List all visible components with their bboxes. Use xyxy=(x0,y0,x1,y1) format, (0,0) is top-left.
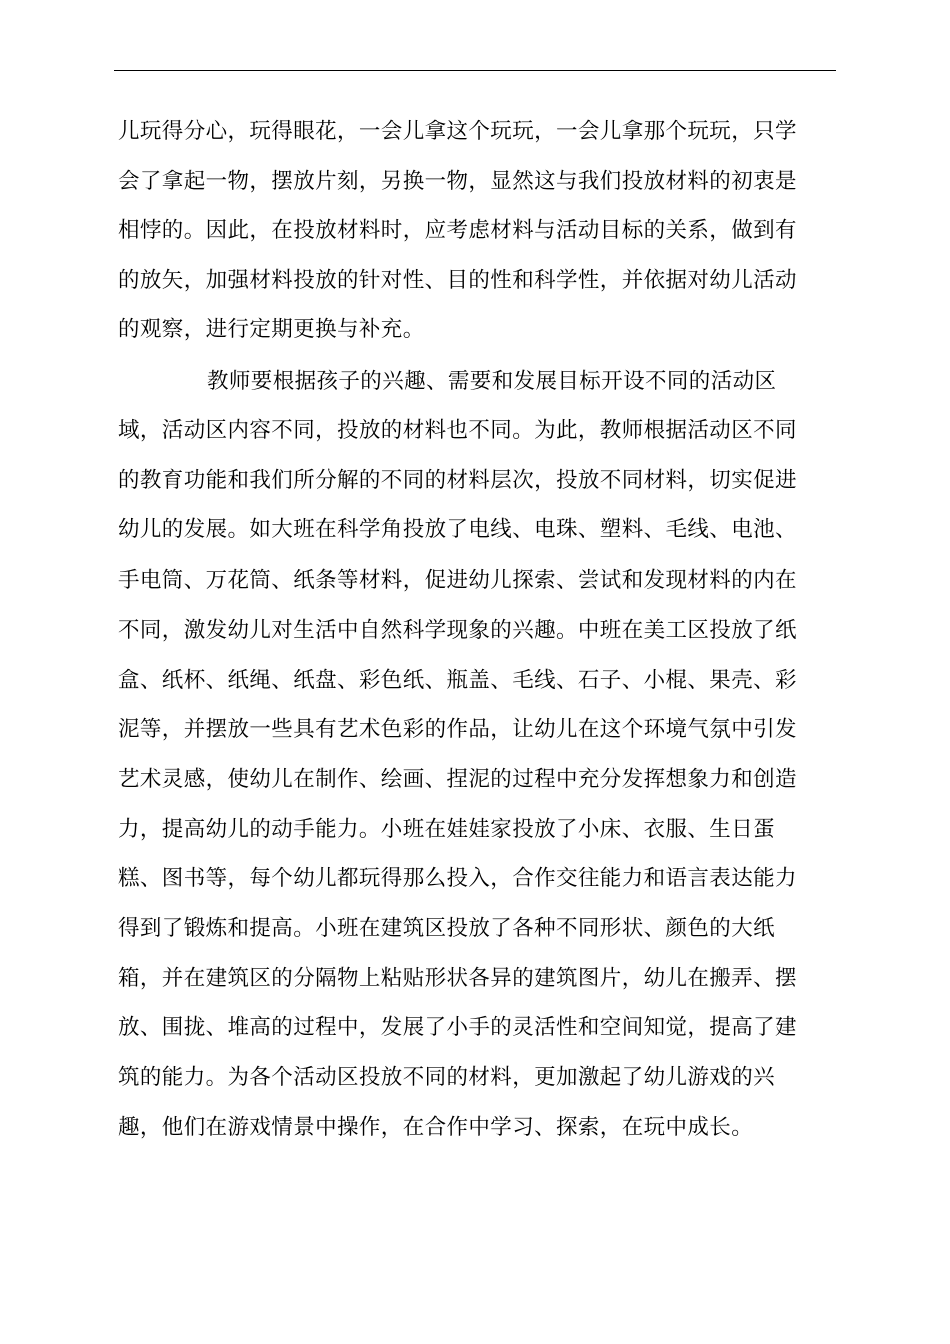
paragraph-1-line: 的放矢，加强材料投放的针对性、目的性和科学性，并依据对幼儿活动 xyxy=(118,268,797,293)
paragraph-2-line: 教师要根据孩子的兴趣、需要和发展目标开设不同的活动区 xyxy=(207,369,777,394)
paragraph-2-line: 筑的能力。为各个活动区投放不同的材料，更加激起了幼儿游戏的兴 xyxy=(118,1065,776,1090)
paragraph-2-line: 的教育功能和我们所分解的不同的材料层次，投放不同材料，切实促进 xyxy=(118,468,797,493)
paragraph-2-line: 放、围拢、堆高的过程中，发展了小手的灵活性和空间知觉，提高了建 xyxy=(118,1015,797,1040)
paragraph-2-line: 得到了锻炼和提高。小班在建筑区投放了各种不同形状、颜色的大纸 xyxy=(118,916,776,941)
paragraph-2-line: 盒、纸杯、纸绳、纸盘、彩色纸、瓶盖、毛线、石子、小棍、果壳、彩 xyxy=(118,668,797,693)
paragraph-2-line: 糕、图书等，每个幼儿都玩得那么投入，合作交往能力和语言表达能力 xyxy=(118,866,797,891)
paragraph-1-line: 儿玩得分心，玩得眼花，一会儿拿这个玩玩，一会儿拿那个玩玩，只学 xyxy=(118,119,797,144)
paragraph-2-line: 域，活动区内容不同，投放的材料也不同。为此，教师根据活动区不同 xyxy=(118,418,797,443)
header-rule xyxy=(114,70,836,71)
paragraph-1-line: 相悖的。因此，在投放材料时，应考虑材料与活动目标的关系，做到有 xyxy=(118,218,797,243)
paragraph-2-line: 不同，激发幼儿对生活中自然科学现象的兴趣。中班在美工区投放了纸 xyxy=(118,618,797,643)
paragraph-1-line: 会了拿起一物，摆放片刻，另换一物，显然这与我们投放材料的初衷是 xyxy=(118,169,797,194)
paragraph-2-line: 趣，他们在游戏情景中操作，在合作中学习、探索，在玩中成长。 xyxy=(118,1115,754,1140)
paragraph-2-line: 箱，并在建筑区的分隔物上粘贴形状各异的建筑图片，幼儿在搬弄、摆 xyxy=(118,966,797,991)
paragraph-2-line: 力，提高幼儿的动手能力。小班在娃娃家投放了小床、衣服、生日蛋 xyxy=(118,817,776,842)
paragraph-2-line: 艺术灵感，使幼儿在制作、绘画、捏泥的过程中充分发挥想象力和创造 xyxy=(118,767,797,792)
paragraph-2-line: 手电筒、万花筒、纸条等材料，促进幼儿探索、尝试和发现材料的内在 xyxy=(118,568,797,593)
paragraph-1-line: 的观察，进行定期更换与补充。 xyxy=(118,317,425,342)
paragraph-2-line: 泥等，并摆放一些具有艺术色彩的作品，让幼儿在这个环境气氛中引发 xyxy=(118,717,797,742)
paragraph-2-line: 幼儿的发展。如大班在科学角投放了电线、电珠、塑料、毛线、电池、 xyxy=(118,517,797,542)
